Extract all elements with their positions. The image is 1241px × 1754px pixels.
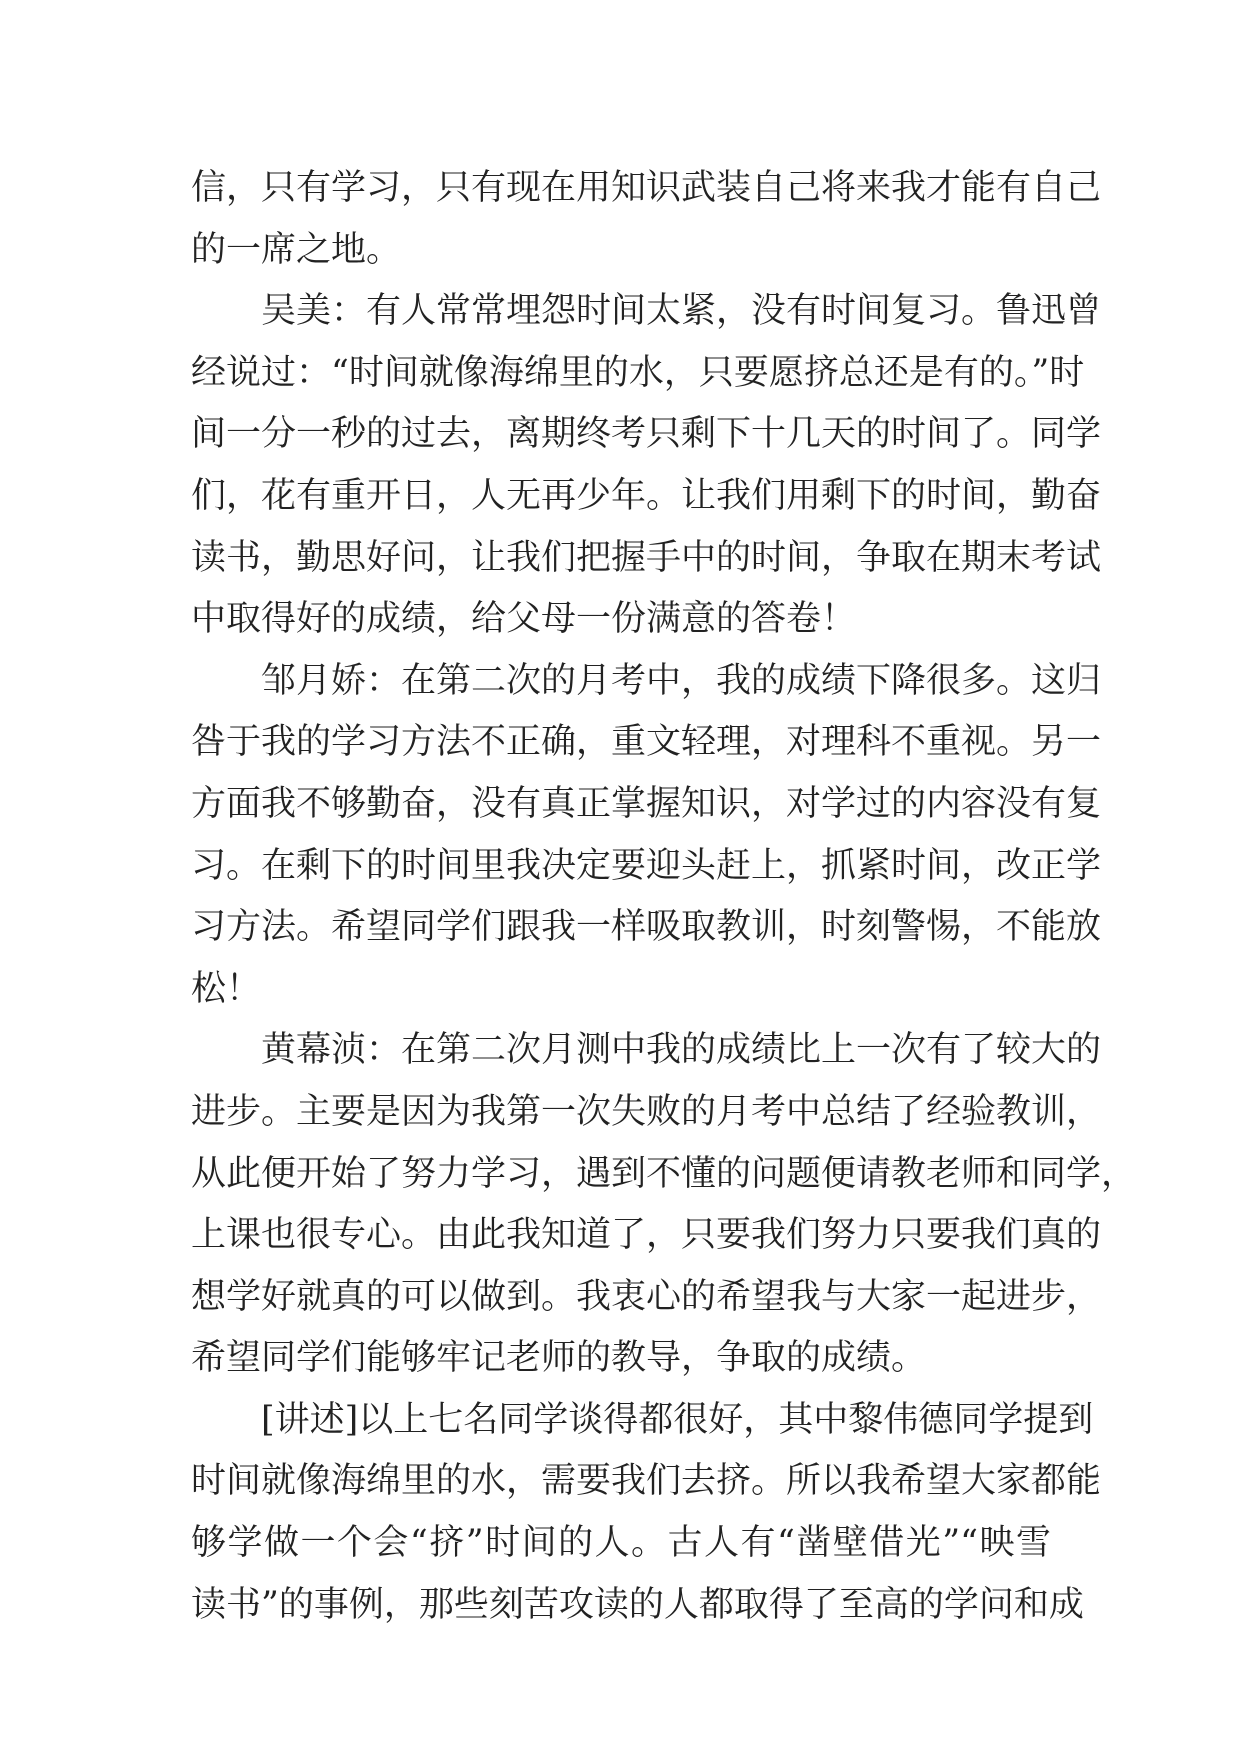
text-line: 够学做一个会“挤”时间的人。古人有“凿壁借光”“映雪 [191,1523,1051,1564]
text-line: 时间就像海绵里的水，需要我们去挤。所以我希望大家都能 [191,1461,1102,1502]
text-line: 从此便开始了努力学习，遇到不懂的问题便请教老师和同学， [191,1153,1137,1194]
text-line: 习方法。希望同学们跟我一样吸取教训，时刻警惕，不能放 [191,907,1102,948]
text-line: 进步。主要是因为我第一次失败的月考中总结了经验教训， [191,1091,1102,1132]
text-line: 经说过：“时间就像海绵里的水，只要愿挤总还是有的。”时 [191,352,1085,393]
document-body [191,158,1137,1636]
text-line: 上课也很专心。由此我知道了，只要我们努力只要我们真的 [191,1215,1102,1256]
text-line: 中取得好的成绩，给父母一份满意的答卷！ [191,599,857,640]
text-line: 习。在剩下的时间里我决定要迎头赶上，抓紧时间，改正学 [191,845,1102,886]
text-line: 咎于我的学习方法不正确，重文轻理，对理科不重视。另一 [191,722,1102,763]
paragraph-start-line: 黄幕浈：在第二次月测中我的成绩比上一次有了较大的 [261,1030,1102,1071]
text-line: 希望同学们能够牢记老师的教导，争取的成绩。 [191,1338,927,1379]
text-line: 的一席之地。 [191,229,402,270]
text-line: 间一分一秒的过去，离期终考只剩下十几天的时间了。同学 [191,414,1102,455]
paragraph-start-line: 吴美：有人常常埋怨时间太紧，没有时间复习。鲁迅曾 [261,291,1102,332]
text-line: 们，花有重开日，人无再少年。让我们用剩下的时间，勤奋 [191,475,1102,516]
text-line: 松！ [191,968,262,1009]
text-line: 读书，勤思好问，让我们把握手中的时间，争取在期末考试 [191,537,1102,578]
paragraph-start-line: [讲述]以上七名同学谈得都很好，其中黎伟德同学提到 [261,1399,1094,1440]
text-line: 信，只有学习，只有现在用知识武装自己将来我才能有自己 [191,168,1102,208]
text-line: 读书”的事例，那些刻苦攻读的人都取得了至高的学问和成 [191,1584,1084,1625]
text-line: 方面我不够勤奋，没有真正掌握知识，对学过的内容没有复 [191,783,1102,824]
paragraph-start-line: 邹月娇：在第二次的月考中，我的成绩下降很多。这归 [261,660,1102,701]
text-line: 想学好就真的可以做到。我衷心的希望我与大家一起进步， [191,1276,1102,1317]
